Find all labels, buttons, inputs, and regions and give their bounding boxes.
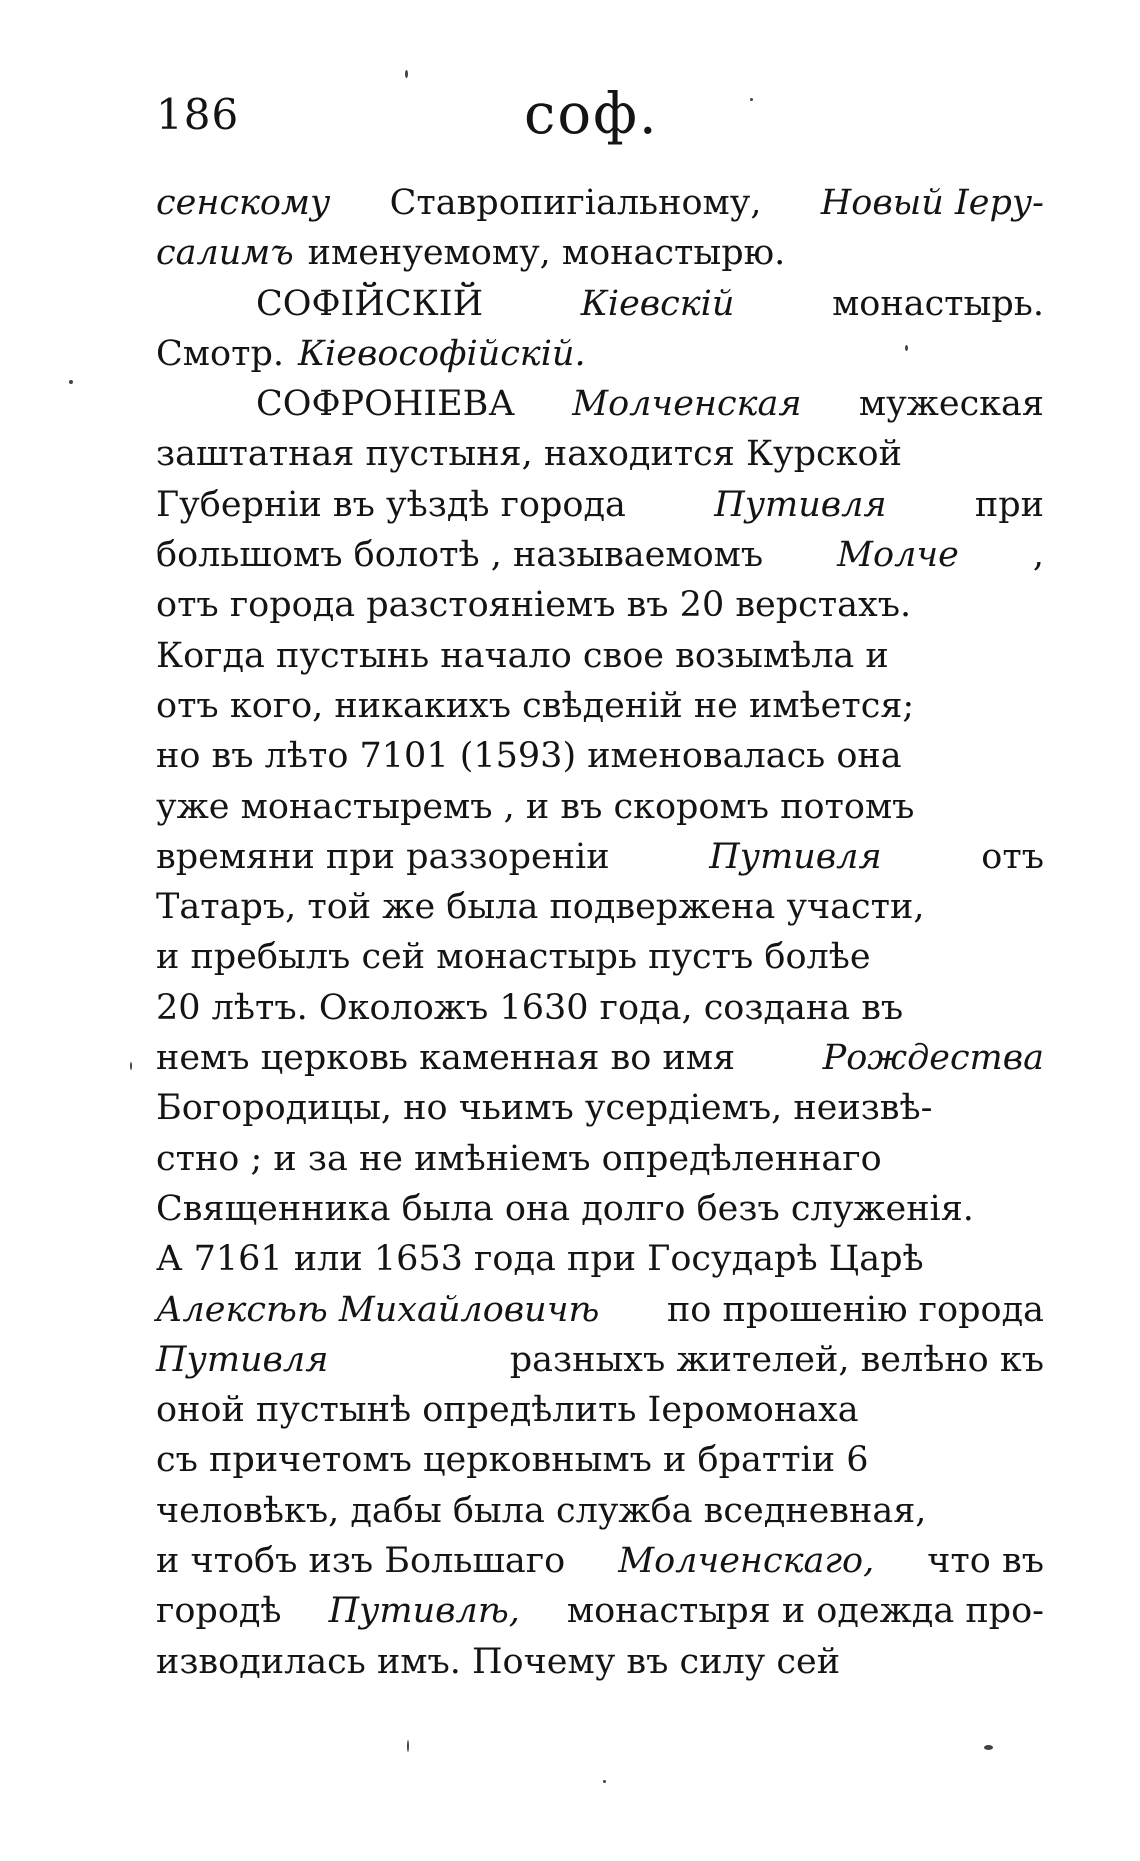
text-line — [156, 530, 1044, 580]
text-segment: при — [974, 484, 1044, 525]
text-segment: изводилась имъ. Почему въ силу сей — [156, 1641, 841, 1682]
text-line — [156, 1285, 1044, 1335]
text-segment: монастырь. — [832, 283, 1044, 324]
text-line — [156, 631, 1044, 681]
running-head: соф. — [524, 82, 659, 147]
text-segment: монастыря и одежда про- — [566, 1591, 1044, 1632]
text-segment: съ причетомъ церковнымъ и браттіи 6 — [156, 1440, 869, 1481]
page-header — [156, 84, 1056, 154]
text-line — [156, 1335, 1044, 1385]
text-segment: человѣкъ, дабы была служба вседневная, — [156, 1490, 927, 1531]
text-segment: и чтобъ изъ Большаго — [156, 1541, 566, 1582]
text-line — [156, 178, 1044, 228]
text-line — [156, 1586, 1044, 1636]
italic-segment: салимъ — [156, 233, 294, 274]
text-line — [156, 329, 1044, 379]
text-line — [156, 580, 1044, 630]
text-line — [156, 983, 1044, 1033]
italic-segment: Путивля — [709, 836, 882, 877]
text-segment: по прошенію города — [666, 1289, 1044, 1330]
text-segment: А 7161 или 1653 года при Государѣ Царѣ — [156, 1239, 924, 1280]
text-line — [156, 228, 1044, 278]
italic-segment: Путивлѣ, — [328, 1591, 520, 1632]
italic-segment: Новый Іеру- — [820, 183, 1044, 223]
text-segment: и пребылъ сей монастырь пустъ болѣе — [156, 937, 871, 978]
text-segment: что въ — [927, 1541, 1044, 1582]
text-segment: стно ; и за не имѣніемъ опредѣленнаго — [156, 1138, 882, 1179]
italic-segment: Путивля — [156, 1339, 329, 1380]
text-segment: Татаръ, той же была подвержена участи, — [156, 887, 925, 928]
text-segment: отъ — [981, 836, 1044, 877]
italic-segment: Путивля — [714, 484, 887, 525]
text-segment: заштатная пустыня, находится Курской — [156, 434, 902, 475]
italic-segment: Кіевскій — [580, 283, 735, 324]
italic-segment: Молченская — [572, 384, 802, 425]
text-segment: СОФІЙСКІЙ — [256, 283, 484, 324]
text-line — [156, 1083, 1044, 1133]
text-segment: Когда пустынь начало свое возымѣла и — [156, 635, 889, 676]
italic-segment: сенскому — [156, 183, 331, 223]
text-line — [156, 480, 1044, 530]
text-segment: большомъ болотѣ , называемомъ — [156, 535, 764, 576]
text-segment: городѣ — [156, 1591, 282, 1632]
text-segment: уже монастыремъ , и въ скоромъ потомъ — [156, 786, 915, 827]
text-segment: Священника была она долго безъ служенія. — [156, 1188, 974, 1229]
text-line — [156, 1134, 1044, 1184]
text-segment: отъ кого, никакихъ свѣденій не имѣется; — [156, 685, 915, 726]
text-line — [156, 1435, 1044, 1485]
text-segment: , — [1032, 535, 1044, 576]
text-segment: Богородицы, но чьимъ усердіемъ, неизвѣ- — [156, 1088, 933, 1129]
text-segment: Смотр. — [156, 333, 284, 374]
italic-segment: Молче — [837, 535, 959, 576]
text-line — [156, 429, 1044, 479]
text-segment: разныхъ жителей, велѣно къ — [509, 1339, 1044, 1380]
text-segment: именуемому, монастырю. — [307, 233, 786, 274]
italic-segment: Кіевософійскій. — [297, 333, 586, 374]
text-line — [156, 1486, 1044, 1536]
text-line — [156, 932, 1044, 982]
page-number: 186 — [156, 90, 240, 139]
text-line — [156, 681, 1044, 731]
text-segment: Губерніи въ уѣздѣ города — [156, 484, 626, 525]
text-segment: немъ церковь каменная во имя — [156, 1038, 736, 1079]
text-segment: отъ города разстояніемъ въ 20 верстахъ. — [156, 585, 912, 626]
italic-segment: Рождества — [822, 1038, 1044, 1079]
text-segment: мужеская — [858, 384, 1044, 425]
text-line — [156, 1033, 1044, 1083]
text-line — [156, 1536, 1044, 1586]
text-line — [156, 832, 1044, 882]
text-line — [156, 782, 1044, 832]
text-segment: времяни при раззореніи — [156, 836, 610, 877]
italic-segment: Молченскаго, — [618, 1541, 875, 1582]
text-line — [156, 882, 1044, 932]
text-line — [156, 379, 1044, 429]
body-text — [156, 178, 1044, 1687]
text-segment: Ставропигіальному, — [389, 183, 762, 223]
text-line — [156, 1234, 1044, 1284]
text-segment: но въ лѣто 7101 (1593) именовалась она — [156, 736, 902, 777]
text-line — [156, 1385, 1044, 1435]
text-line — [156, 279, 1044, 329]
text-segment: 20 лѣтъ. Околожъ 1630 года, создана въ — [156, 987, 904, 1028]
text-line — [156, 731, 1044, 781]
text-line — [156, 1637, 1044, 1687]
text-segment: оной пустынѣ опредѣлить Іеромонаха — [156, 1390, 859, 1431]
italic-segment: Алексѣѣ Михайловичѣ — [156, 1289, 600, 1330]
text-segment: СОФРОНІЕВА — [256, 384, 515, 425]
text-line — [156, 1184, 1044, 1234]
